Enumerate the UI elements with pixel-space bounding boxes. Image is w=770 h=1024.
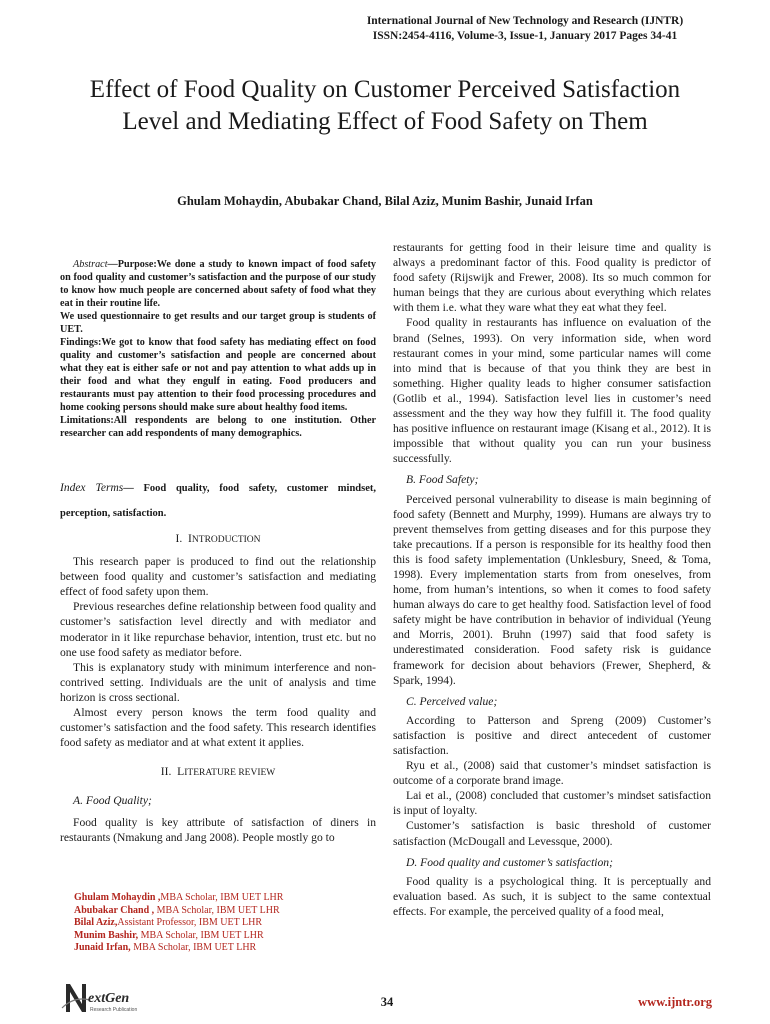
abstract-limitations: Limitations:All respondents are belong to one institution. Other researcher can add respondents of many demographics. — [60, 415, 376, 439]
abstract-label: Abstract — [73, 259, 108, 270]
subsection-food-quality: A. Food Quality; — [73, 794, 152, 808]
food-quality-paragraph: Food quality is key attribute of satisfaction of diners in restaurants (Nmakung and Jang 2008). People mostly go to — [60, 815, 376, 844]
perceived-value-paragraph-1: According to Patterson and Spreng (2009) Customer’s satisfaction is positive and direct antecedent of customer satisfaction. — [393, 713, 711, 757]
paper-authors: Ghulam Mohaydin, Abubakar Chand, Bilal Aziz, Munim Bashir, Junaid Irfan — [177, 194, 593, 208]
left-body — [60, 531, 376, 845]
affiliation-line: Bilal Aziz,Assistant Professor, IBM UET LHR — [74, 917, 263, 929]
right-paragraph-1: restaurants for getting food in their leisure time and quality is always a predominant factor of this. Food quality is predictor of food safety (Rijswijk and Frewer, 2008). Its so much common for human beings that they are curious about everything which relates with them i.e. what they ware what they eat what they feel. — [393, 241, 711, 315]
abstract-purpose: —Purpose:We done a study to known impact of food safety on food quality and customer’s satisfaction and the purpose of our study to know how much people are concerned about safety of food what they eat in their routine life. — [60, 259, 376, 309]
perceived-value-paragraph-4: Customer’s satisfaction is basic threshold of customer satisfaction (McDougall and Levessque, 2000). — [393, 819, 711, 848]
nextgen-logo-icon — [60, 978, 150, 1018]
food-safety-paragraph: Perceived personal vulnerability to disease is main beginning of food safety (Bennett and Murphy, 1999). Humans are always try to prevent themselves from getting diseases and for this purpose they take precautions. If a person is responsible for its healthy food then this is food safety implementation (Unklesbury, Sneed, & Toma, 1998). Every implementation starts from from oneselves, from home, from human’s intentions, so when it comes to food safety human always do care to get healthy food. Satisfaction level of food safety might be have contribution in behavior of individual (Yeung and Morris, 2001). Bruhn (1997) said that food safety is underestimated consideration. Food safety risk is guidance framework for decision about behaviors (Frewer, Shepherd, & Spark, 1994). — [393, 492, 711, 687]
right-body — [393, 240, 711, 919]
subsection-perceived-value: C. Perceived value; — [406, 694, 498, 708]
abstract-findings: Findings:We got to know that food safety has mediating effect on food quality and customer’s satisfaction and people are concerned about what they eat is either safe or not and pay attention to what adds up in their food and what they engulf in eating. Food producers and restaurants must pay attention to their food processing procedures and home cooking persons should make sure about healthy food items. — [60, 337, 376, 413]
right-paragraph-2: Food quality in restaurants has influence on evaluation of the brand (Selnes, 1993). On very information side, when word restaurant comes in your mind, some particular names will come into mind that is because of that you think they are best in something. Higher quality leads to higher consumer satisfaction (Gotlib et al., 1994). Satisfaction level lies in customer’s need assessment and the they way how they fulfill it. The food quality has positive influence on restaurant image (Kisang et al., 2012). It is impossible that without quality you can run your business successfully. — [393, 316, 711, 466]
abstract-method: We used questionnaire to get results and our target group is students of UET. — [60, 311, 376, 335]
affiliation-line: Ghulam Mohaydin ,MBA Scholar, IBM UET LHR — [74, 892, 284, 903]
journal-header — [330, 14, 720, 44]
logo-wordmark: extGen — [88, 991, 130, 1006]
intro-paragraph-2: Previous researches define relationship between food quality and customer’s satisfaction level directly and with mediator and moderator in it like repurchase behavior, intention, trust etc. but no one use food safety as mediator before. — [60, 600, 376, 659]
index-terms-label: Index Terms — [60, 482, 124, 494]
section-heading-introduction: I. INTRODUCTION — [175, 532, 261, 545]
perceived-value-paragraph-2: Ryu et al., (2008) said that customer’s mindset satisfaction is outcome of a corporate brand image. — [393, 759, 711, 788]
subsection-food-safety: B. Food Safety; — [406, 473, 479, 487]
section-heading-literature-review: II. LITERATURE REVIEW — [160, 765, 276, 779]
intro-paragraph-3: This is explanatory study with minimum interference and non-contrived setting. Individuals are the unit of analysis and time horizon is cross sectional. — [60, 660, 376, 704]
logo-tagline: Research Publication — [90, 1007, 138, 1013]
author-affiliations — [74, 892, 374, 955]
page-number: 34 — [380, 995, 394, 1009]
food-quality-satisfaction-paragraph: Food quality is a psychological thing. It is perceptually and evaluation based. As such, it is subject to the same contextual effects. For example, the perceived quality of a food meal, — [393, 874, 711, 918]
perceived-value-paragraph-3: Lai et al., (2008) concluded that customer’s mindset satisfaction is input of loyalty. — [393, 789, 711, 818]
intro-paragraph-4: Almost every person knows the term food quality and customer’s satisfaction and the food safety. This research identifies food safety as mediator and at what extent it applies. — [60, 706, 376, 750]
subsection-food-quality-satisfaction: D. Food quality and customer’s satisfaction; — [406, 855, 613, 869]
abstract — [60, 258, 376, 440]
publisher-logo — [60, 978, 150, 1018]
paper-title: Effect of Food Quality on Customer Perceived Satisfaction Level and Mediating Effect of Food Safety on Them — [89, 76, 681, 135]
journal-name: International Journal of New Technology and Research (IJNTR) — [366, 15, 684, 27]
journal-issn: ISSN:2454-4116, Volume-3, Issue-1, January 2017 Pages 34-41 — [372, 30, 678, 42]
affiliation-line: Junaid Irfan, MBA Scholar, IBM UET LHR — [74, 942, 257, 954]
intro-paragraph-1: This research paper is produced to find out the relationship between food quality and customer’s satisfaction and mediating effect of food safety upon them. — [60, 555, 376, 599]
index-terms — [60, 476, 376, 526]
affiliation-line: Munim Bashir, MBA Scholar, IBM UET LHR — [74, 929, 264, 941]
journal-url: www.ijntr.org — [638, 995, 712, 1009]
affiliation-line: Abubakar Chand , MBA Scholar, IBM UET LHR — [74, 904, 280, 916]
index-terms-text: — Food quality, food safety, customer mindset, perception, satisfaction. — [60, 483, 376, 519]
